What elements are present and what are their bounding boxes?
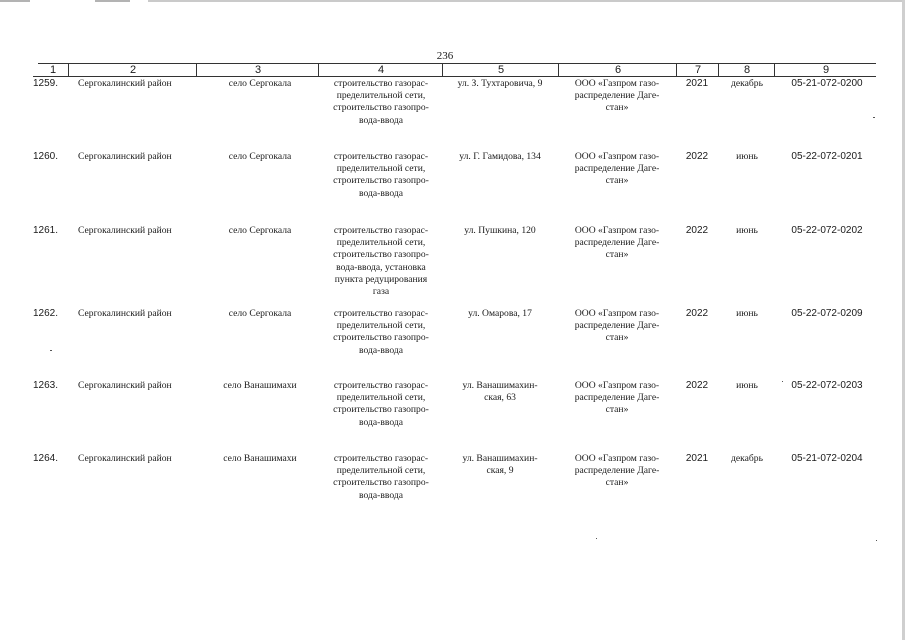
- work-description-cell: строительство газорас- пределительной сети, строительство газопро- вода-ввода: [333, 308, 429, 356]
- month-cell: июнь: [736, 308, 758, 319]
- settlement-cell: село Сергокала: [228, 308, 292, 319]
- work-description-cell: строительство газорас- пределительной сети, строительство газопро- вода-ввода: [333, 380, 429, 428]
- column-header-5: 5: [442, 63, 559, 77]
- district-cell: Сергокалинский район: [78, 225, 172, 236]
- row-number: 1262.: [33, 308, 59, 319]
- column-header-9: 9: [774, 63, 877, 77]
- year-cell: 2022: [685, 308, 709, 319]
- year-cell: 2022: [685, 225, 709, 236]
- scan-speck: [596, 538, 597, 539]
- code-cell: 05-22-072-0201: [791, 151, 863, 162]
- year-cell: 2022: [685, 380, 709, 391]
- code-cell: 05-22-072-0203: [791, 380, 863, 391]
- month-cell: июнь: [736, 380, 758, 391]
- work-description-cell: строительство газорас- пределительной сети, строительство газопро- вода-ввода: [333, 453, 429, 501]
- column-header-3: 3: [196, 63, 319, 77]
- address-cell: ул. Ванашимахин- ская, 9: [462, 453, 538, 477]
- month-cell: декабрь: [731, 78, 763, 89]
- address-cell: ул. З. Тухтаровича, 9: [457, 78, 543, 89]
- settlement-cell: село Сергокала: [228, 151, 292, 162]
- work-description-cell: строительство газорас- пределительной сети, строительство газопро- вода-ввода: [333, 78, 429, 126]
- district-cell: Сергокалинский район: [78, 151, 172, 162]
- column-header-8: 8: [718, 63, 775, 77]
- code-cell: 05-22-072-0202: [791, 225, 863, 236]
- scan-speck: [876, 540, 877, 541]
- scan-speck: [50, 350, 52, 351]
- work-description-cell: строительство газорас- пределительной сети, строительство газопро- вода-ввода: [333, 151, 429, 199]
- organization-cell: ООО «Газпром газо- распределение Даге- стан»: [574, 380, 660, 416]
- row-number: 1264.: [33, 453, 59, 464]
- month-cell: июнь: [736, 225, 758, 236]
- code-cell: 05-21-072-0200: [791, 78, 863, 89]
- district-cell: Сергокалинский район: [78, 78, 172, 89]
- column-header-4: 4: [318, 63, 443, 77]
- address-cell: ул. Г. Гамидова, 134: [459, 151, 541, 162]
- row-number: 1260.: [33, 151, 59, 162]
- scan-speck: [873, 117, 875, 118]
- year-cell: 2021: [685, 78, 709, 89]
- district-cell: Сергокалинский район: [78, 453, 172, 464]
- column-header-2: 2: [68, 63, 197, 77]
- scan-speck: [782, 381, 783, 382]
- address-cell: ул. Пушкина, 120: [464, 225, 536, 236]
- settlement-cell: село Сергокала: [228, 78, 292, 89]
- year-cell: 2021: [685, 453, 709, 464]
- organization-cell: ООО «Газпром газо- распределение Даге- стан»: [574, 78, 660, 114]
- scan-top-edge: [0, 0, 905, 2]
- settlement-cell: село Сергокала: [228, 225, 292, 236]
- table-header: [0, 63, 876, 77]
- organization-cell: ООО «Газпром газо- распределение Даге- стан»: [574, 308, 660, 344]
- code-cell: 05-21-072-0204: [791, 453, 863, 464]
- column-header-6: 6: [558, 63, 677, 77]
- settlement-cell: село Ванашимахи: [223, 380, 297, 391]
- code-cell: 05-22-072-0209: [791, 308, 863, 319]
- address-cell: ул. Ванашимахин- ская, 63: [462, 380, 538, 404]
- page-number: 236: [436, 50, 454, 62]
- organization-cell: ООО «Газпром газо- распределение Даге- стан»: [574, 453, 660, 489]
- district-cell: Сергокалинский район: [78, 308, 172, 319]
- column-header-7: 7: [676, 63, 719, 77]
- address-cell: ул. Омарова, 17: [468, 308, 532, 319]
- column-header-1: 1: [49, 64, 57, 76]
- month-cell: июнь: [736, 151, 758, 162]
- organization-cell: ООО «Газпром газо- распределение Даге- стан»: [574, 151, 660, 187]
- row-number: 1259.: [33, 78, 59, 89]
- row-number: 1263.: [33, 380, 59, 391]
- organization-cell: ООО «Газпром газо- распределение Даге- стан»: [574, 225, 660, 261]
- row-number: 1261.: [33, 225, 59, 236]
- year-cell: 2022: [685, 151, 709, 162]
- settlement-cell: село Ванашимахи: [223, 453, 297, 464]
- district-cell: Сергокалинский район: [78, 380, 172, 391]
- month-cell: декабрь: [731, 453, 763, 464]
- work-description-cell: строительство газорас- пределительной сети, строительство газопро- вода-ввода, установка пункта редуцирования газа: [333, 225, 429, 298]
